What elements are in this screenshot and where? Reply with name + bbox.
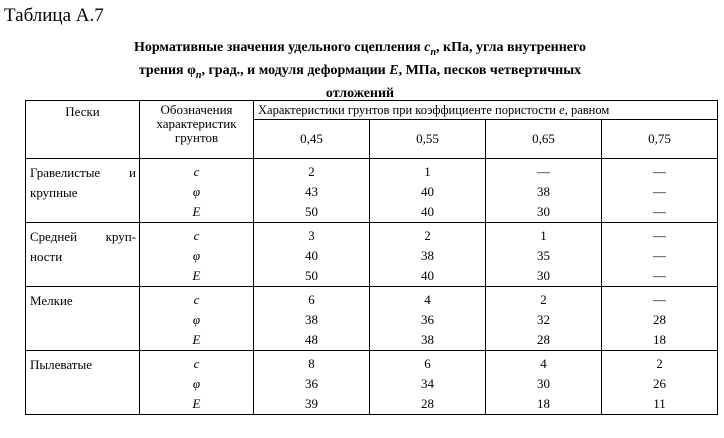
symbol-cell: [140, 223, 254, 287]
header-porosity-span: Характеристики грунтов при коэффициенте пористости e, равном: [254, 101, 718, 120]
value: 30: [537, 204, 550, 219]
symbol: E: [192, 332, 201, 347]
value: 35: [537, 248, 550, 263]
value: 38: [537, 184, 550, 199]
symbol-cell: [140, 159, 254, 223]
value: —: [653, 292, 666, 307]
symbol: c: [193, 228, 200, 243]
value: 30: [537, 268, 550, 283]
header-ratio: 0,65: [486, 120, 602, 159]
value: 28: [537, 332, 550, 347]
value: —: [653, 228, 666, 243]
symbol: φ: [192, 184, 201, 199]
table-body: [26, 159, 718, 415]
value: 18: [537, 396, 550, 411]
soil-name: Мелкие: [26, 287, 140, 351]
value: 40: [421, 184, 434, 199]
value: 34: [421, 376, 434, 391]
value: 4: [540, 356, 547, 371]
value: 2: [540, 292, 547, 307]
value: 2: [656, 356, 663, 371]
value-cell: [602, 159, 718, 223]
value: 40: [421, 268, 434, 283]
soil-properties-table: [25, 100, 718, 415]
value: —: [537, 164, 550, 179]
table-row: [26, 351, 718, 415]
value: 6: [424, 356, 431, 371]
symbol: E: [192, 268, 201, 283]
symbol-cell: [140, 351, 254, 415]
symbol: c: [193, 292, 200, 307]
value-cell: [486, 159, 602, 223]
value: 38: [305, 312, 318, 327]
table-row: [26, 159, 718, 223]
value: 43: [305, 184, 318, 199]
value: 4: [424, 292, 431, 307]
value: 28: [421, 396, 434, 411]
header-symbols: [140, 101, 254, 159]
table-row: [26, 223, 718, 287]
value: 40: [421, 204, 434, 219]
value-cell: [370, 223, 486, 287]
value: 30: [537, 376, 550, 391]
value-cell: [602, 223, 718, 287]
value: —: [653, 164, 666, 179]
soil-name: Средней круп-ности: [26, 223, 140, 287]
value: —: [653, 268, 666, 283]
value-cell: [602, 287, 718, 351]
symbol: c: [193, 356, 200, 371]
value: 38: [421, 332, 434, 347]
value-cell: [254, 287, 370, 351]
header-symbols-line-3: грунтов: [174, 130, 219, 145]
value: 50: [305, 268, 318, 283]
value-cell: [486, 351, 602, 415]
value: 2: [424, 228, 431, 243]
soil-name: Гравелистые и крупные: [26, 159, 140, 223]
value: 39: [305, 396, 318, 411]
symbol-cell: [140, 287, 254, 351]
symbol: φ: [192, 376, 201, 391]
value: 50: [305, 204, 318, 219]
value-cell: [254, 159, 370, 223]
value-cell: [254, 351, 370, 415]
symbol: φ: [192, 248, 201, 263]
header-ratio: 0,45: [254, 120, 370, 159]
value: 36: [305, 376, 318, 391]
table-caption: [30, 39, 690, 103]
value: —: [653, 248, 666, 263]
value: 38: [421, 248, 434, 263]
value-cell: [370, 159, 486, 223]
value: 40: [305, 248, 318, 263]
symbol: E: [192, 204, 201, 219]
table-row: [26, 287, 718, 351]
header-ratio: 0,55: [370, 120, 486, 159]
soil-name: Пылеватые: [26, 351, 140, 415]
value-cell: [370, 351, 486, 415]
value: 2: [308, 164, 315, 179]
table-id: Таблица А.7: [4, 5, 104, 26]
value: —: [653, 184, 666, 199]
value: 26: [653, 376, 666, 391]
symbol: φ: [192, 312, 201, 327]
value: 28: [653, 312, 666, 327]
value: 48: [305, 332, 318, 347]
value: 36: [421, 312, 434, 327]
header-soils: Пески: [26, 101, 140, 159]
value: 18: [653, 332, 666, 347]
value-cell: [602, 351, 718, 415]
header-symbols-line-1: Обозначения: [160, 102, 233, 117]
value-cell: [486, 287, 602, 351]
value: 32: [537, 312, 550, 327]
caption-line-1: Нормативные значения удельного сцепления $c_n$, кПа, угла внутреннего: [133, 40, 587, 58]
value-cell: [254, 223, 370, 287]
value: 6: [308, 292, 315, 307]
value: 11: [653, 396, 666, 411]
symbol: E: [192, 396, 201, 411]
caption-line-3: отложений: [325, 85, 395, 101]
value: 3: [308, 228, 315, 243]
header-symbols-line-2: характеристик: [156, 116, 237, 131]
value: 8: [308, 356, 315, 371]
symbol: c: [193, 164, 200, 179]
value-cell: [486, 223, 602, 287]
value-cell: [370, 287, 486, 351]
value: 1: [540, 228, 547, 243]
value: —: [653, 204, 666, 219]
value: 1: [424, 164, 431, 179]
header-ratio: 0,75: [602, 120, 718, 159]
caption-line-2: трения $\varphi_n$, град., и модуля деформации E, МПа, песков четвертичных: [138, 62, 582, 81]
